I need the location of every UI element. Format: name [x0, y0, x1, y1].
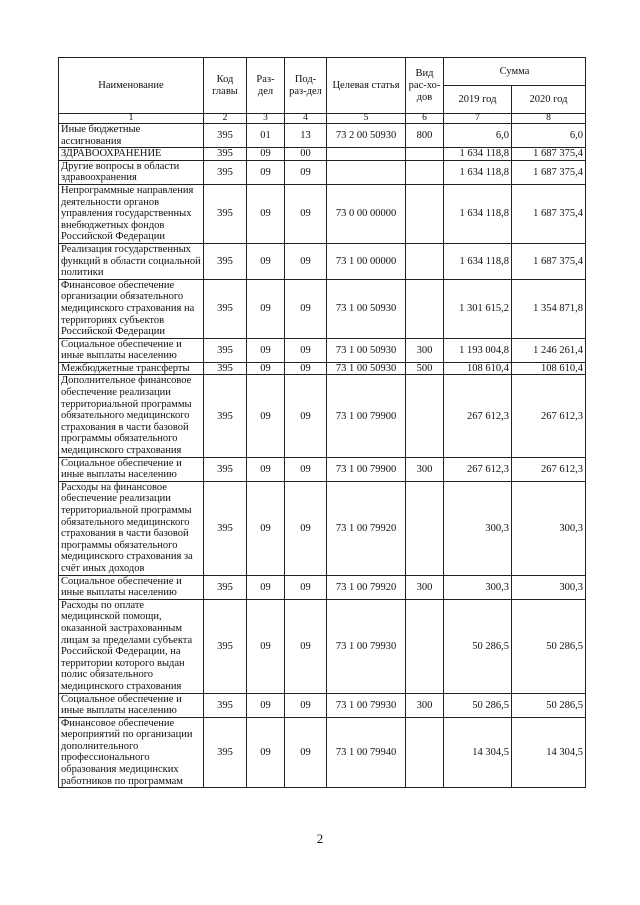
row-target: 73 1 00 00000 — [327, 243, 406, 279]
row-sum-2019: 6,0 — [444, 124, 512, 148]
row-name: Расходы на финансовое обеспечение реализации территориальной программы обязательного медицинского страхования в части базовой программы обязательного медицинского страхования за счёт иных доходов — [59, 481, 204, 575]
row-sum-2019: 1 301 615,2 — [444, 279, 512, 338]
row-sum-2020: 300,3 — [512, 481, 586, 575]
row-section: 09 — [247, 693, 285, 717]
row-section: 09 — [247, 599, 285, 693]
column-number: 5 — [327, 114, 406, 124]
row-name: Социальное обеспечение и иные выплаты населению — [59, 457, 204, 481]
column-number: 3 — [247, 114, 285, 124]
row-sum-2019: 1 193 004,8 — [444, 338, 512, 362]
row-section: 09 — [247, 575, 285, 599]
row-sum-2020: 1 687 375,4 — [512, 184, 586, 243]
row-target: 73 0 00 00000 — [327, 184, 406, 243]
table-row — [59, 279, 586, 338]
row-target: 73 1 00 79900 — [327, 375, 406, 457]
row-target: 73 1 00 50930 — [327, 338, 406, 362]
row-subsection: 13 — [285, 124, 327, 148]
row-section: 09 — [247, 375, 285, 457]
column-number: 8 — [512, 114, 586, 124]
row-section: 01 — [247, 124, 285, 148]
row-target — [327, 148, 406, 161]
row-code: 395 — [204, 599, 247, 693]
row-section: 09 — [247, 457, 285, 481]
column-number: 6 — [406, 114, 444, 124]
row-name: Непрограммные направления деятельности органов управления государственных внебюджетных фондов Российской Федерации — [59, 184, 204, 243]
row-subsection: 09 — [285, 375, 327, 457]
row-sum-2020: 50 286,5 — [512, 599, 586, 693]
row-expense-type — [406, 160, 444, 184]
row-sum-2020: 1 687 375,4 — [512, 148, 586, 161]
row-expense-type: 300 — [406, 338, 444, 362]
table-row — [59, 693, 586, 717]
row-code: 395 — [204, 338, 247, 362]
table-row — [59, 375, 586, 457]
row-expense-type: 800 — [406, 124, 444, 148]
header-target: Целевая статья — [327, 58, 406, 114]
row-code: 395 — [204, 457, 247, 481]
row-name: Социальное обеспечение и иные выплаты населению — [59, 575, 204, 599]
row-expense-type: 300 — [406, 693, 444, 717]
row-name: ЗДРАВООХРАНЕНИЕ — [59, 148, 204, 161]
row-target — [327, 160, 406, 184]
column-number: 4 — [285, 114, 327, 124]
table-body — [59, 124, 586, 788]
row-subsection: 09 — [285, 717, 327, 788]
row-section: 09 — [247, 481, 285, 575]
row-sum-2020: 1 354 871,8 — [512, 279, 586, 338]
row-sum-2019: 50 286,5 — [444, 599, 512, 693]
table-row — [59, 243, 586, 279]
row-subsection: 09 — [285, 243, 327, 279]
row-section: 09 — [247, 338, 285, 362]
table-row — [59, 124, 586, 148]
row-sum-2020: 6,0 — [512, 124, 586, 148]
row-target: 73 1 00 79920 — [327, 481, 406, 575]
row-sum-2019: 50 286,5 — [444, 693, 512, 717]
row-expense-type — [406, 481, 444, 575]
row-target: 73 1 00 79920 — [327, 575, 406, 599]
table-row — [59, 362, 586, 375]
column-number-row — [59, 114, 586, 124]
row-subsection: 09 — [285, 279, 327, 338]
header-subsection: Под-раз-дел — [285, 58, 327, 114]
table-row — [59, 338, 586, 362]
row-subsection: 09 — [285, 481, 327, 575]
header-sum: Сумма — [444, 58, 586, 86]
row-target: 73 1 00 79940 — [327, 717, 406, 788]
row-expense-type — [406, 375, 444, 457]
row-code: 395 — [204, 575, 247, 599]
header-code: Код главы — [204, 58, 247, 114]
row-target: 73 2 00 50930 — [327, 124, 406, 148]
table-row — [59, 575, 586, 599]
row-code: 395 — [204, 160, 247, 184]
row-sum-2020: 1 246 261,4 — [512, 338, 586, 362]
row-code: 395 — [204, 243, 247, 279]
header-section: Раз-дел — [247, 58, 285, 114]
row-sum-2019: 14 304,5 — [444, 717, 512, 788]
row-subsection: 00 — [285, 148, 327, 161]
row-code: 395 — [204, 279, 247, 338]
row-target: 73 1 00 50930 — [327, 362, 406, 375]
table-header — [59, 58, 586, 124]
table-row — [59, 481, 586, 575]
page-number: 2 — [316, 831, 324, 846]
row-subsection: 09 — [285, 160, 327, 184]
row-expense-type — [406, 279, 444, 338]
row-name: Реализация государственных функций в области социальной политики — [59, 243, 204, 279]
row-code: 395 — [204, 717, 247, 788]
row-sum-2020: 1 687 375,4 — [512, 160, 586, 184]
budget-table — [58, 57, 586, 788]
table-row — [59, 148, 586, 161]
row-sum-2019: 267 612,3 — [444, 457, 512, 481]
row-sum-2020: 14 304,5 — [512, 717, 586, 788]
row-expense-type: 300 — [406, 575, 444, 599]
table-row — [59, 717, 586, 788]
row-sum-2019: 1 634 118,8 — [444, 148, 512, 161]
table-row — [59, 160, 586, 184]
row-sum-2020: 267 612,3 — [512, 375, 586, 457]
row-section: 09 — [247, 148, 285, 161]
row-subsection: 09 — [285, 362, 327, 375]
header-year-2020: 2020 год — [512, 86, 586, 114]
row-section: 09 — [247, 362, 285, 375]
column-number: 2 — [204, 114, 247, 124]
row-name: Расходы по оплате медицинской помощи, оказанной застрахованным лицам за пределами субъекта Российской Федерации, на территории которого выдан полис обязательного медицинского страхования — [59, 599, 204, 693]
row-expense-type — [406, 717, 444, 788]
row-code: 395 — [204, 693, 247, 717]
row-sum-2019: 300,3 — [444, 575, 512, 599]
row-sum-2019: 1 634 118,8 — [444, 184, 512, 243]
row-target: 73 1 00 79930 — [327, 599, 406, 693]
row-expense-type — [406, 243, 444, 279]
row-expense-type: 300 — [406, 457, 444, 481]
row-sum-2019: 267 612,3 — [444, 375, 512, 457]
table-row — [59, 457, 586, 481]
row-sum-2019: 1 634 118,8 — [444, 160, 512, 184]
row-sum-2020: 267 612,3 — [512, 457, 586, 481]
row-sum-2020: 300,3 — [512, 575, 586, 599]
column-number: 7 — [444, 114, 512, 124]
row-sum-2020: 50 286,5 — [512, 693, 586, 717]
row-name: Другие вопросы в области здравоохранения — [59, 160, 204, 184]
row-expense-type — [406, 148, 444, 161]
row-name: Социальное обеспечение и иные выплаты населению — [59, 693, 204, 717]
row-name: Финансовое обеспечение мероприятий по организации дополнительного профессионального образования медицинских работников по программам — [59, 717, 204, 788]
row-section: 09 — [247, 184, 285, 243]
row-code: 395 — [204, 124, 247, 148]
row-sum-2019: 300,3 — [444, 481, 512, 575]
row-subsection: 09 — [285, 575, 327, 599]
row-code: 395 — [204, 362, 247, 375]
row-subsection: 09 — [285, 184, 327, 243]
row-section: 09 — [247, 717, 285, 788]
row-target: 73 1 00 79930 — [327, 693, 406, 717]
row-subsection: 09 — [285, 338, 327, 362]
row-section: 09 — [247, 160, 285, 184]
row-subsection: 09 — [285, 599, 327, 693]
header-year-2019: 2019 год — [444, 86, 512, 114]
row-expense-type — [406, 599, 444, 693]
row-subsection: 09 — [285, 693, 327, 717]
row-code: 395 — [204, 184, 247, 243]
row-subsection: 09 — [285, 457, 327, 481]
row-section: 09 — [247, 279, 285, 338]
row-sum-2020: 108 610,4 — [512, 362, 586, 375]
row-section: 09 — [247, 243, 285, 279]
row-code: 395 — [204, 481, 247, 575]
header-name: Наименование — [59, 58, 204, 114]
row-sum-2020: 1 687 375,4 — [512, 243, 586, 279]
column-number: 1 — [59, 114, 204, 124]
row-expense-type: 500 — [406, 362, 444, 375]
table-row — [59, 184, 586, 243]
header-expense-type: Вид рас-хо-дов — [406, 58, 444, 114]
row-code: 395 — [204, 148, 247, 161]
row-target: 73 1 00 50930 — [327, 279, 406, 338]
row-sum-2019: 1 634 118,8 — [444, 243, 512, 279]
row-sum-2019: 108 610,4 — [444, 362, 512, 375]
row-expense-type — [406, 184, 444, 243]
row-name: Межбюджетные трансферты — [59, 362, 204, 375]
row-code: 395 — [204, 375, 247, 457]
row-name: Дополнительное финансовое обеспечение реализации территориальной программы обязательного медицинского страхования в части базовой программы обязательного медицинского страхования — [59, 375, 204, 457]
row-name: Социальное обеспечение и иные выплаты населению — [59, 338, 204, 362]
row-target: 73 1 00 79900 — [327, 457, 406, 481]
table-row — [59, 599, 586, 693]
row-name: Финансовое обеспечение организации обязательного медицинского страхования на территориях субъектов Российской Федерации — [59, 279, 204, 338]
row-name: Иные бюджетные ассигнования — [59, 124, 204, 148]
